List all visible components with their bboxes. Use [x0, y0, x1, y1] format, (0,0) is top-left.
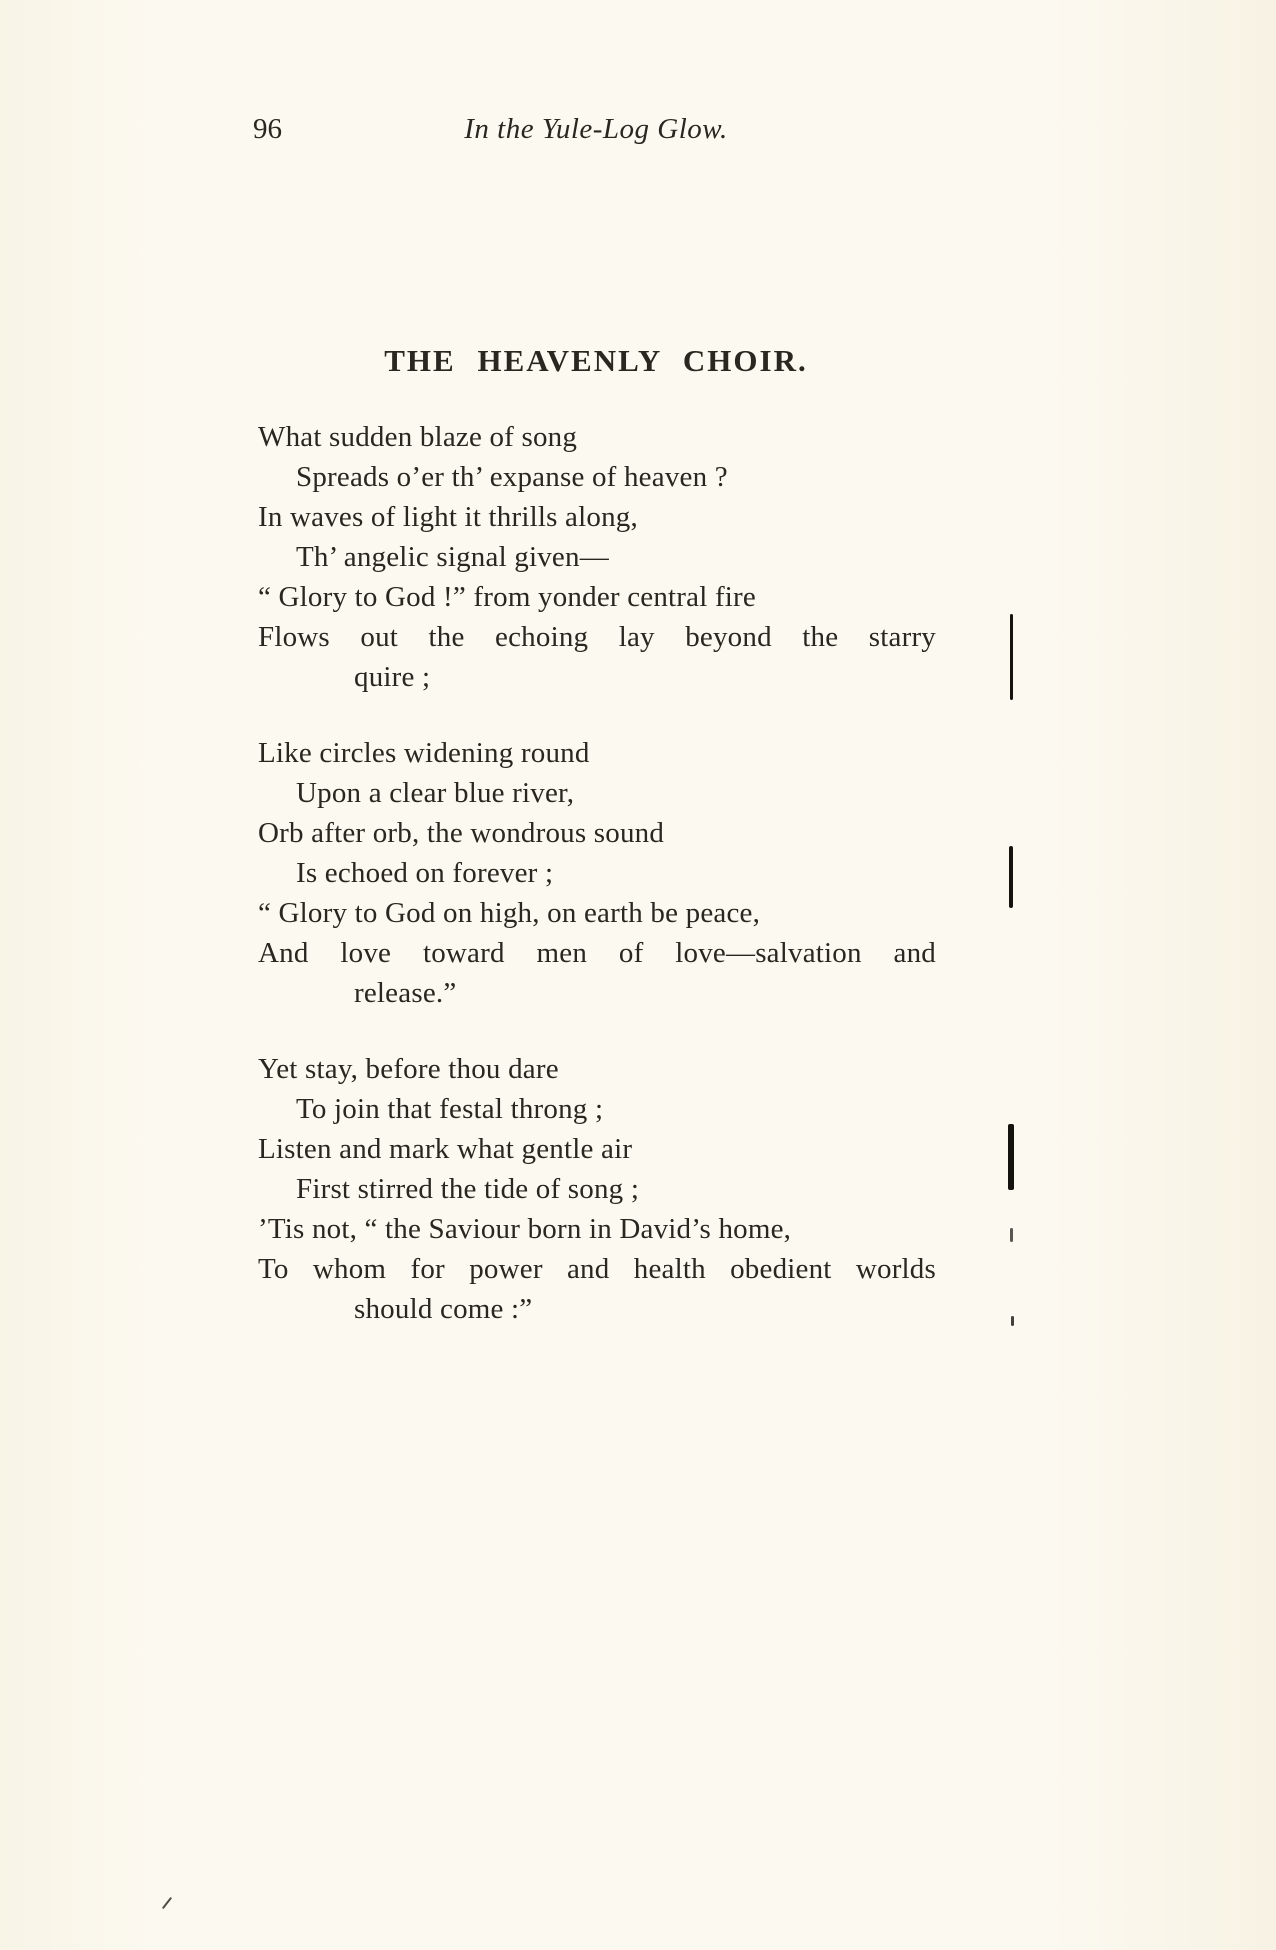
scan-ink-mark	[1009, 846, 1013, 908]
poem-line: Spreads o’er th’ expanse of heaven ?	[296, 461, 728, 493]
poem-title: THE HEAVENLY CHOIR.	[384, 343, 808, 378]
poem-line: should come :”	[354, 1293, 533, 1325]
poem-line: “ Glory to God !” from yonder central fire	[258, 581, 756, 613]
stanza-3	[258, 1049, 936, 1329]
poem-line: Is echoed on forever ;	[296, 857, 554, 889]
scan-ink-mark	[162, 1897, 172, 1909]
scan-ink-mark	[1010, 1228, 1013, 1242]
poem-line: First stirred the tide of song ;	[296, 1173, 640, 1205]
scan-ink-mark	[1011, 1316, 1014, 1326]
poem-line: release.”	[354, 977, 457, 1009]
poem-line: Flows out the echoing lay beyond the starry	[258, 621, 936, 653]
running-title: In the Yule-Log Glow.	[464, 113, 728, 145]
stanza-2	[258, 733, 936, 1013]
poem-line: Orb after orb, the wondrous sound	[258, 817, 665, 849]
poem-line: And love toward men of love—salvation and	[258, 937, 936, 969]
poem-line: Listen and mark what gentle air	[258, 1133, 633, 1165]
poem-line: To whom for power and health obedient worlds	[258, 1253, 936, 1285]
poem-line: To join that festal throng ;	[296, 1093, 604, 1125]
poem-line: In waves of light it thrills along,	[258, 501, 638, 533]
poem-line: Th’ angelic signal given—	[296, 541, 609, 573]
scan-ink-mark	[1008, 1124, 1014, 1190]
stanza-1	[258, 417, 936, 697]
scan-ink-mark	[1010, 614, 1013, 700]
poem-line: “ Glory to God on high, on earth be peace,	[258, 897, 761, 929]
page-header	[0, 112, 1276, 152]
poem-line: ’Tis not, “ the Saviour born in David’s home,	[258, 1213, 792, 1245]
poem-line: What sudden blaze of song	[258, 421, 578, 453]
poem-line: quire ;	[354, 661, 431, 693]
poem-body	[258, 417, 936, 1365]
page-number: 96	[253, 113, 282, 145]
poem-line: Upon a clear blue river,	[296, 777, 575, 809]
poem-line: Yet stay, before thou dare	[258, 1053, 559, 1085]
poem-line: Like circles widening round	[258, 737, 590, 769]
